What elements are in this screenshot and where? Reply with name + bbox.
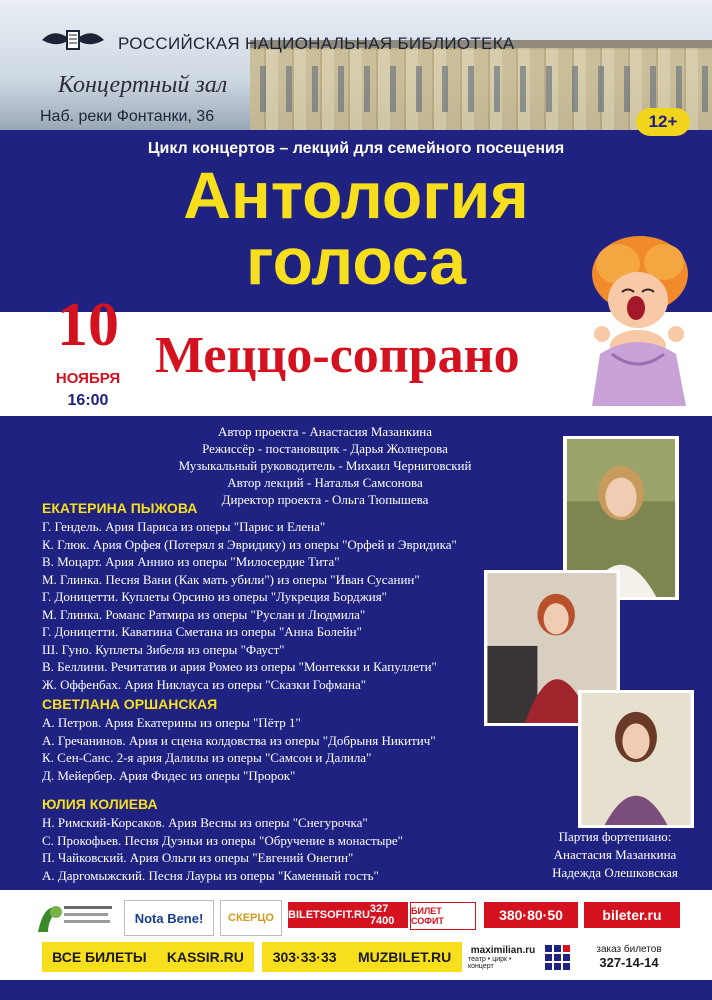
bileter-logo: bileter.ru [584,902,680,928]
performer-name: СВЕТЛАНА ОРШАНСКАЯ [42,696,218,712]
credit-line: Режиссёр - постановщик - Дарья Жолнерова [202,441,448,456]
muzbilet-site: MUZBILET.RU [357,949,452,965]
grid-logo-icon [544,944,572,972]
pianist-name: Анастасия Мазанкина [553,847,677,862]
kassir-logo [42,942,254,972]
list-item: Н. Римский-Корсаков. Ария Весны из оперы "Снегурочка" [42,815,368,830]
date-day: 10 [57,291,119,359]
performer-repertoire [42,814,403,884]
list-item: Г. Гендель. Ария Париса из оперы "Парис и Елена" [42,519,326,534]
order-tickets [578,942,680,972]
all-tickets-label: ВСЕ БИЛЕТЫ [52,949,147,965]
biletsofit-phone: 327 7400 [369,903,395,927]
credit-line: Директор проекта - Ольга Тюпышева [221,492,429,507]
phone-380: 380·80·50 [484,902,578,928]
biletsofit-logo [288,902,408,928]
credit-line: Музыкальный руководитель - Михаил Черниговский [178,458,472,473]
cycle-subtitle: Цикл концертов – лекций для семейного посещения [147,140,565,157]
credits-block [140,423,510,508]
maximilian-subtitle: театр • цирк • концерт [468,955,512,970]
footer-logos [0,890,712,980]
list-item: М. Глинка. Песня Вани (Как мать убили") из оперы "Иван Сусанин" [42,571,420,587]
title-line-1: Антология [183,158,529,232]
list-item: М. Глинка. Романс Ратмира из оперы "Руслан и Людмила" [42,606,366,622]
bilet-sofit-mark: БИЛЕТ СОФИТ [410,902,476,930]
date-month: НОЯБРЯ [55,370,121,387]
list-item: К. Глюк. Ария Орфея (Потерял я Эвридику) из оперы "Орфей и Эвридика" [42,536,457,552]
singer-cartoon-icon [578,234,698,410]
list-item: К. Сен-Санс. 2-я ария Далилы из оперы "Самсон и Далила" [42,750,372,765]
piano-label: Партия фортепиано: [558,829,672,844]
program-subtitle: Меццо-сопрано [155,327,520,384]
maximilian-logo [468,942,538,972]
list-item: А. Петров. Ария Екатерины из оперы "Пётр 1" [42,715,301,730]
credit-line: Автор лекций - Наталья Самсонова [227,475,423,490]
list-item: Г. Доницетти. Куплеты Орсино из оперы "Лукреция Борджия" [42,589,387,604]
scherzo-logo: СКЕРЦО [220,900,282,936]
maximilian-site: maximilian.ru [470,944,536,956]
age-rating-badge: 12+ [636,108,690,136]
credit-line: Автор проекта - Анастасия Мазанкина [217,424,433,439]
phone-303: 303·33·33 [272,949,337,965]
performer-name: ЮЛИЯ КОЛИЕВА [42,796,158,812]
piano-credits [530,828,700,882]
list-item: Г. Доницетти. Каватина Сметана из оперы "Анна Болейн" [42,624,362,639]
performer-name: ЕКАТЕРИНА ПЫЖОВА [42,500,198,516]
performer-repertoire [42,714,436,784]
charity-fund-logo-icon [34,898,114,936]
pianist-name: Надежда Олешковская [552,865,678,880]
performer-repertoire [42,518,457,693]
order-label: заказ билетов [596,944,662,955]
biletsofit-site: BILETSOFIT.RU [288,909,370,921]
muzbilet-logo [262,942,462,972]
woman-portrait-icon [581,693,691,825]
date-time: 16:00 [67,392,109,409]
header-banner [0,0,712,130]
library-title: РОССИЙСКАЯ НАЦИОНАЛЬНАЯ БИБЛИОТЕКА [118,34,515,53]
list-item: С. Прокофьев. Песня Дуэньи из оперы "Обручение в монастыре" [42,832,403,848]
list-item: Ж. Оффенбах. Ария Никлауса из оперы "Сказки Гофмана" [42,676,367,692]
kassir-site: KASSIR.RU [166,949,244,965]
nota-bene-logo: Nota Bene! [124,900,214,936]
order-phone: 327-14-14 [599,955,659,970]
list-item: Д. Мейербер. Ария Фидес из оперы "Пророк" [42,767,296,783]
library-logo-icon [40,25,106,55]
list-item: А. Даргомыжский. Песня Лауры из оперы "Каменный гость" [42,867,379,883]
list-item: В. Моцарт. Ария Аннио из оперы "Милосердие Тита" [42,554,340,569]
list-item: А. Гречанинов. Ария и сцена колдовства из оперы "Добрыня Никитич" [42,732,436,748]
concert-hall-title: Концертный зал [58,72,228,98]
list-item: Ш. Гуно. Куплеты Зибеля из оперы "Фауст" [42,641,285,657]
address: Наб. реки Фонтанки, 36 [40,108,215,125]
list-item: В. Беллини. Речитатив и ария Ромео из оперы "Монтекки и Капуллети" [42,659,437,674]
title-line-2: голоса [245,224,466,298]
performer-photo [578,690,694,828]
list-item: П. Чайковский. Ария Ольги из оперы "Евгений Онегин" [42,850,354,865]
